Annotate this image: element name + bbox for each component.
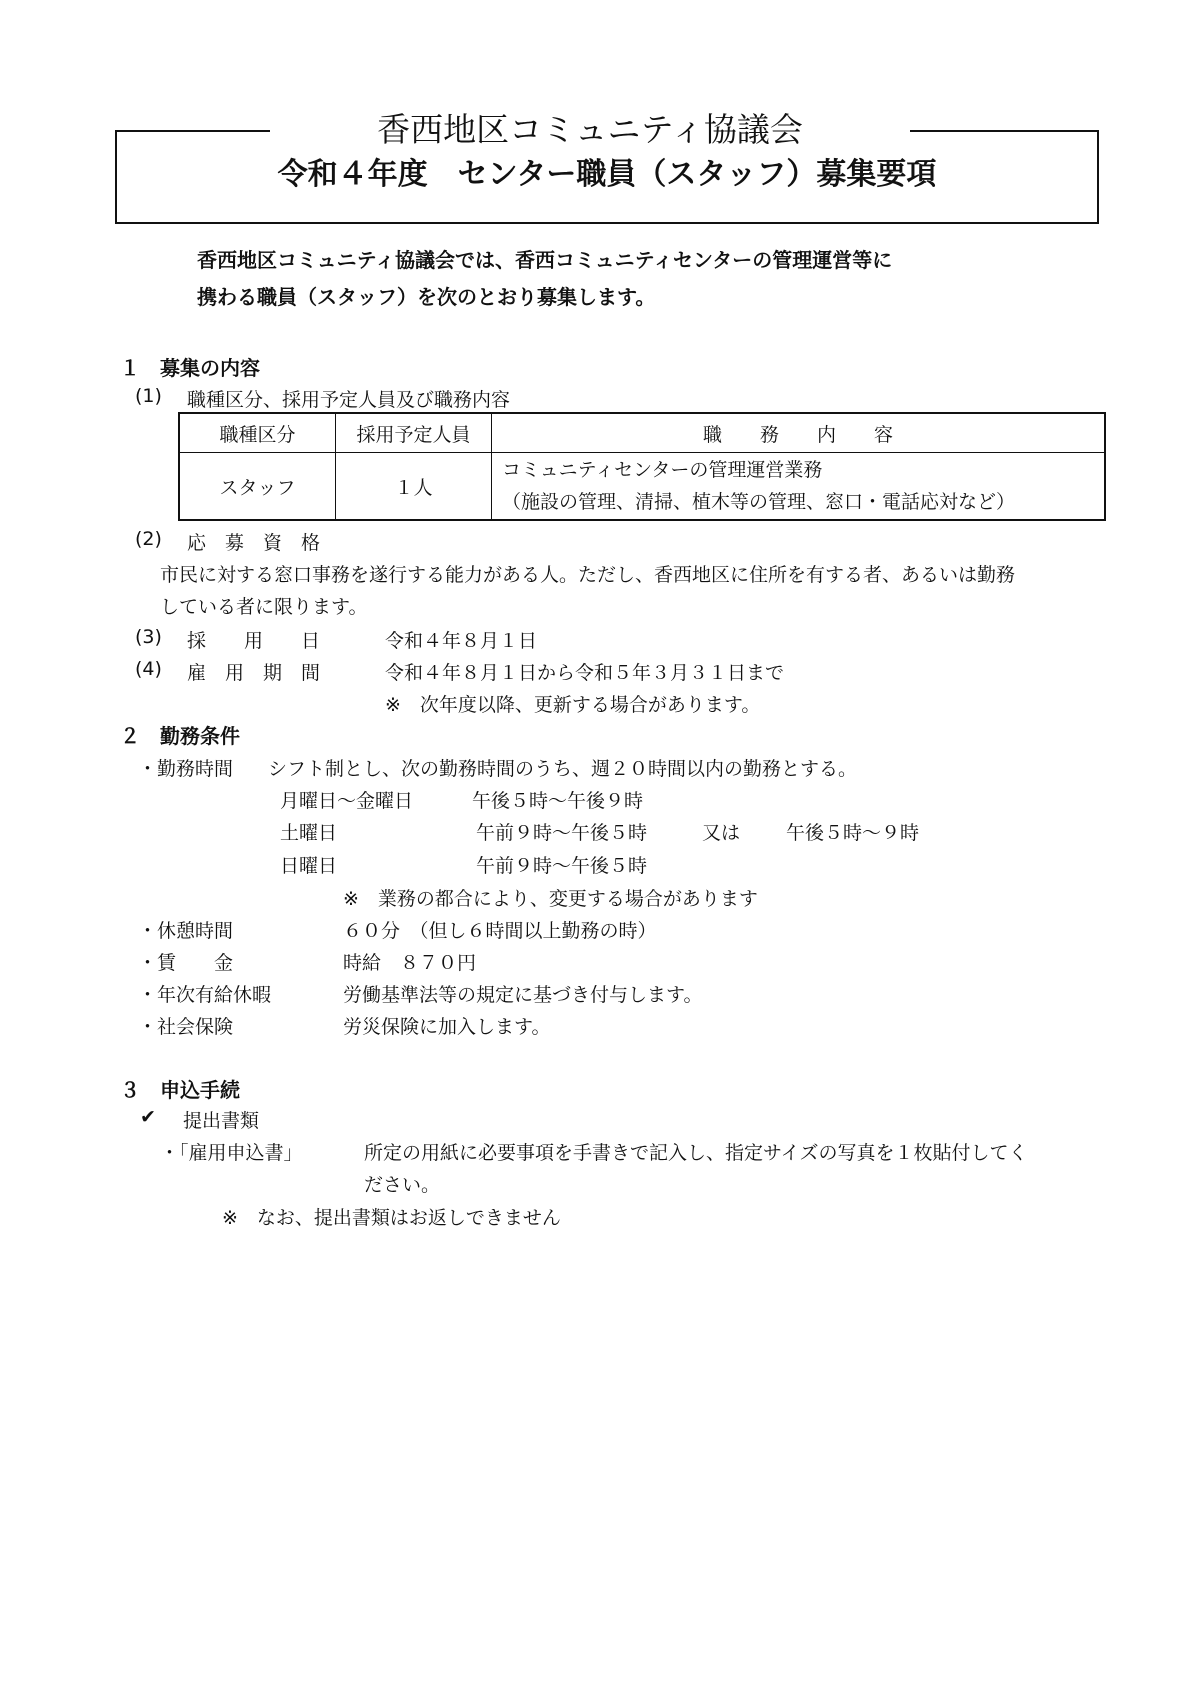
section3-heading: ３ 申込手続 (120, 1078, 240, 1102)
weekday-time: 午後５時～午後９時 (472, 790, 644, 812)
docs-label: 提出書類 (183, 1110, 260, 1132)
table-cell-count: １人 (336, 453, 492, 521)
duty-line-2: （施設の管理、清掃、植木等の管理、窓口・電話応対など） (502, 491, 1016, 513)
rest-value: ６０分 （但し６時間以上勤務の時） (343, 920, 657, 942)
form-text-2: ださい。 (364, 1174, 441, 1196)
section1-sub4-note: ※ 次年度以降、更新する場合があります。 (385, 694, 761, 716)
section1-sub3-label: 採 用 日 (187, 630, 321, 652)
form-label: ・「雇用申込書」 (160, 1142, 303, 1164)
section1-sub4-number: (4) (135, 658, 162, 680)
table-row (179, 453, 1105, 521)
section2-heading: ２ 勤務条件 (120, 724, 240, 748)
sunday-label: 日曜日 (280, 855, 338, 877)
intro-line-2: 携わる職員（スタッフ）を次のとおり募集します。 (197, 285, 656, 309)
section1-sub1-label: 職種区分、採用予定人員及び職務内容 (187, 389, 511, 411)
duty-line-1: コミュニティセンターの管理運営業務 (502, 459, 823, 481)
wage-value: 時給 ８７０円 (343, 952, 477, 974)
weekday-label: 月曜日～金曜日 (280, 790, 414, 812)
jobs-table (178, 412, 1106, 521)
table-header-cell: 採用予定人員 (336, 413, 492, 453)
table-header-cell: 職 務 内 容 (492, 413, 1106, 453)
section1-sub3-number: (3) (135, 626, 162, 648)
section1-sub1-number: (1) (135, 385, 162, 407)
section1-sub4-value: 令和４年８月１日から令和５年３月３１日まで (385, 662, 785, 684)
hours-label: ・勤務時間 (138, 758, 234, 780)
saturday-time: 午前９時～午後５時 (476, 822, 648, 844)
wage-label: ・賃 金 (138, 952, 234, 974)
section1-sub3-value: 令和４年８月１日 (385, 630, 538, 652)
page-subtitle: 令和４年度 センター職員（スタッフ）募集要項 (277, 157, 937, 192)
saturday-label: 土曜日 (280, 822, 338, 844)
check-icon: ✔ (140, 1106, 156, 1128)
section1-sub2-number: (2) (135, 528, 162, 550)
page-title: 香西地区コミュニティ協議会 (377, 110, 803, 149)
hours-note: ※ 業務の都合により、変更する場合があります (343, 888, 758, 910)
intro-line-1: 香西地区コミュニティ協議会では、香西コミュニティセンターの管理運営等に (197, 248, 893, 272)
saturday-alt-time: 午後５時～９時 (786, 822, 920, 844)
leave-label: ・年次有給休暇 (138, 984, 272, 1006)
insurance-value: 労災保険に加入します。 (343, 1016, 551, 1038)
form-text-1: 所定の用紙に必要事項を手書きで記入し、指定サイズの写真を１枚貼付してく (364, 1142, 1028, 1164)
section3-note: ※ なお、提出書類はお返しできません (222, 1207, 561, 1229)
hours-description: シフト制とし、次の勤務時間のうち、週２０時間以内の勤務とする。 (268, 758, 858, 780)
saturday-or: 又は (702, 822, 741, 844)
section1-sub2-text-1: 市民に対する窓口事務を遂行する能力がある人。ただし、香西地区に住所を有する者、あるいは勤務 (160, 564, 1016, 586)
section1-heading: １ 募集の内容 (120, 356, 260, 380)
table-cell-category: スタッフ (179, 453, 336, 521)
section1-sub4-label: 雇 用 期 間 (187, 662, 321, 684)
sunday-time: 午前９時～午後５時 (476, 855, 648, 877)
section1-sub2-text-2: している者に限ります。 (160, 596, 368, 618)
insurance-label: ・社会保険 (138, 1016, 234, 1038)
table-header-row (179, 413, 1105, 453)
table-cell-duty (492, 453, 1106, 521)
section1-sub2-label: 応 募 資 格 (187, 532, 321, 554)
rest-label: ・休憩時間 (138, 920, 234, 942)
leave-value: 労働基準法等の規定に基づき付与します。 (343, 984, 703, 1006)
table-header-cell: 職種区分 (179, 413, 336, 453)
